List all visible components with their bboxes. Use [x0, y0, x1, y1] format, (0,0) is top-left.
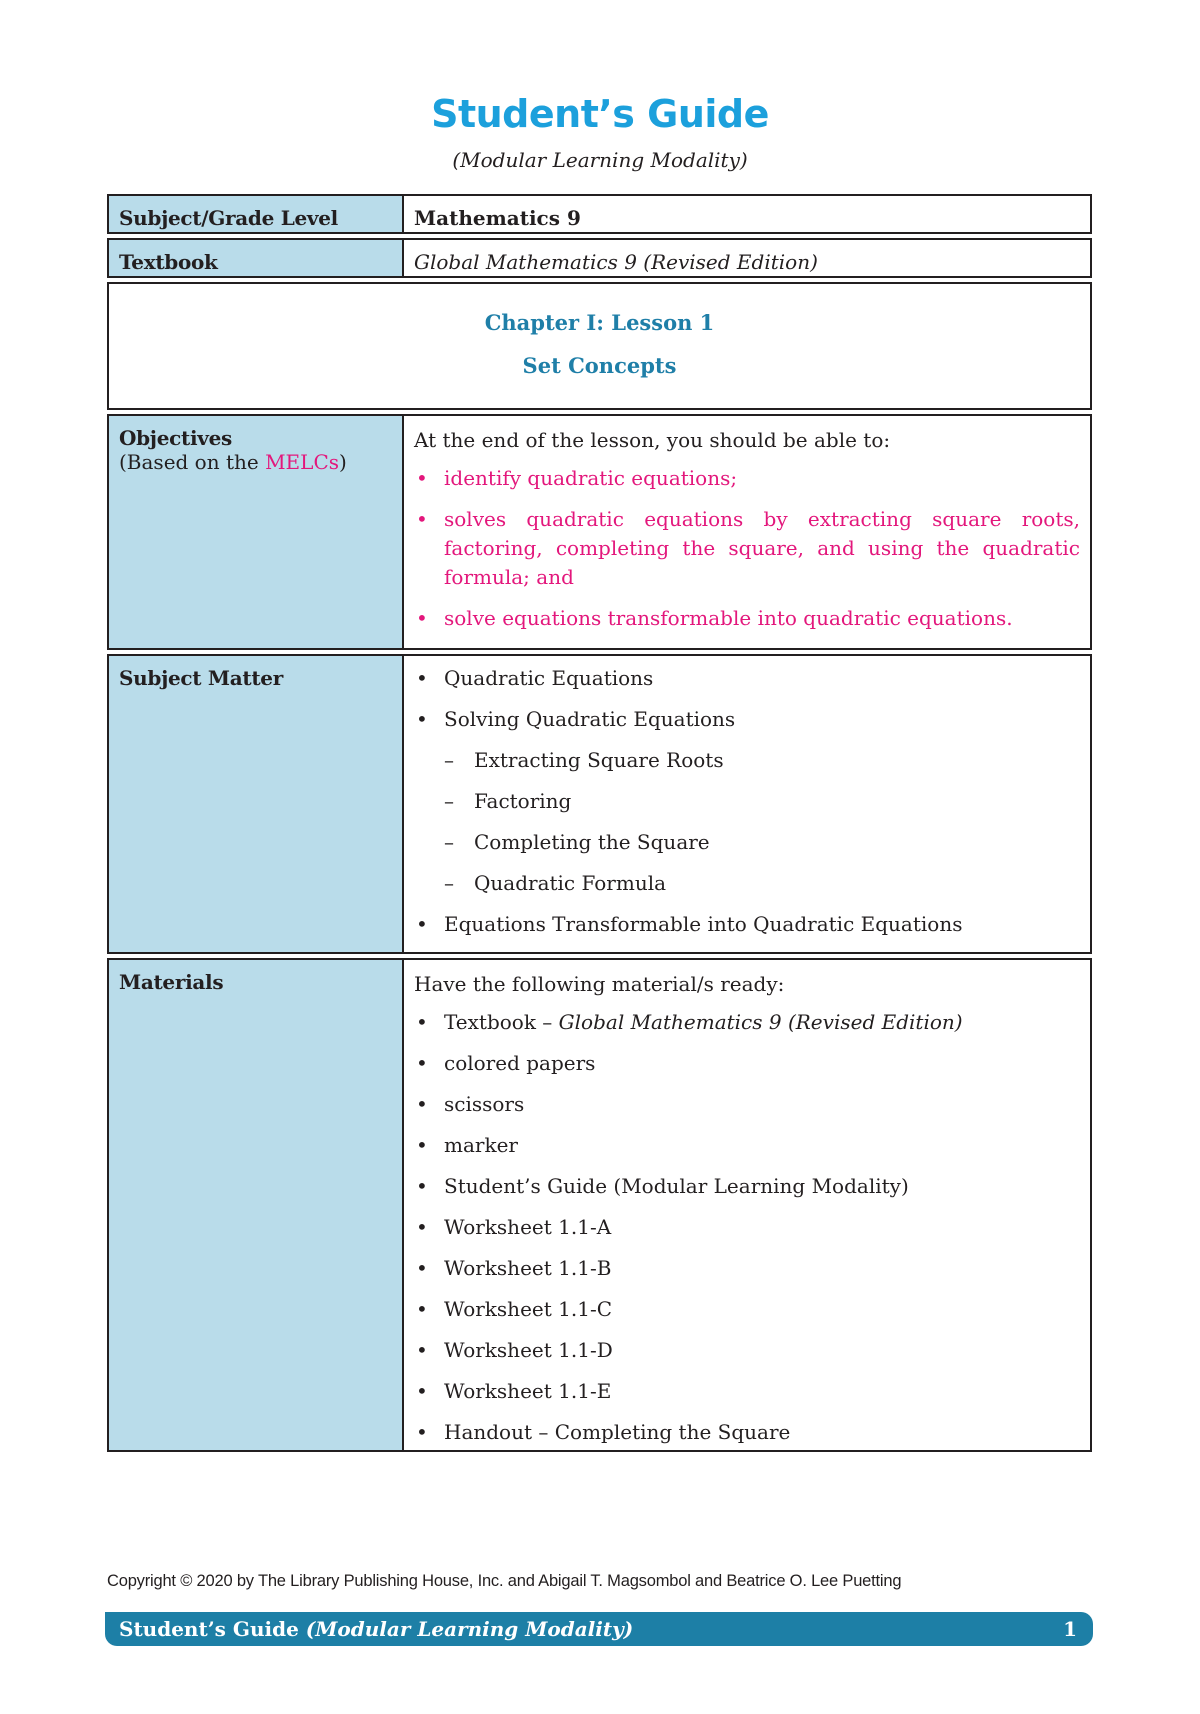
lesson-table	[107, 190, 1092, 1456]
list-item: • identify quadratic equations;	[414, 464, 1080, 493]
footer-label-main: Student’s Guide	[119, 1617, 306, 1641]
list-item: – Completing the Square	[414, 828, 1080, 857]
page-footer	[105, 1612, 1093, 1646]
list-item: – Quadratic Formula	[414, 869, 1080, 898]
table-row-objectives	[107, 414, 1092, 650]
objectives-sub-prefix: (Based on the	[119, 450, 266, 474]
list-item: • Student’s Guide (Modular Learning Modality)	[414, 1172, 1080, 1201]
materials-label: Materials	[119, 970, 224, 994]
subject-matter-list	[404, 664, 1090, 939]
list-item: • Equations Transformable into Quadratic Equations	[414, 910, 1080, 939]
chapter-heading: Chapter I: Lesson 1	[484, 310, 715, 335]
chapter-cell	[107, 282, 1092, 410]
objectives-sub-suffix: )	[339, 450, 347, 474]
copyright-notice: Copyright © 2020 by The Library Publishing House, Inc. and Abigail T. Magsombol and Beatrice O. Lee Puetting	[107, 1572, 902, 1590]
table-row-subject-matter	[107, 654, 1092, 954]
list-item: • Worksheet 1.1-C	[414, 1295, 1080, 1324]
materials-value-cell	[402, 958, 1092, 1452]
list-item: – Factoring	[414, 787, 1080, 816]
textbook-value: Global Mathematics 9 (Revised Edition)	[414, 250, 818, 274]
list-item	[414, 1008, 1080, 1037]
list-item: • Handout – Completing the Square	[414, 1418, 1080, 1447]
page-title: Student’s Guide	[431, 92, 769, 136]
materials-label-cell	[107, 958, 402, 1452]
list-item: • Worksheet 1.1-B	[414, 1254, 1080, 1283]
table-row-materials	[107, 958, 1092, 1452]
list-item: • Worksheet 1.1-A	[414, 1213, 1080, 1242]
materials-list	[404, 1008, 1090, 1447]
list-item: • Worksheet 1.1-E	[414, 1377, 1080, 1406]
materials-textbook-title: Global Mathematics 9 (Revised Edition)	[558, 1010, 963, 1034]
subject-matter-label-cell	[107, 654, 402, 954]
list-item: • colored papers	[414, 1049, 1080, 1078]
objectives-label: Objectives	[119, 426, 232, 450]
page-number: 1	[1063, 1617, 1077, 1641]
table-row-chapter	[107, 282, 1092, 410]
list-item: • Worksheet 1.1-D	[414, 1336, 1080, 1365]
objectives-label-cell	[107, 414, 402, 650]
objectives-sublabel	[109, 450, 402, 474]
list-item: – Extracting Square Roots	[414, 746, 1080, 775]
materials-textbook-prefix: Textbook –	[444, 1010, 559, 1034]
footer-label	[119, 1617, 633, 1641]
table-row-subject	[107, 194, 1092, 234]
lesson-title: Set Concepts	[522, 353, 677, 378]
subject-value: Mathematics 9	[414, 206, 581, 230]
materials-intro: Have the following material/s ready:	[414, 972, 785, 996]
list-item: • solves quadratic equations by extracting square roots, factoring, completing the square, and using the quadratic formula; and	[414, 505, 1080, 592]
textbook-label: Textbook	[119, 250, 218, 274]
textbook-label-cell	[107, 238, 402, 278]
subject-label-cell	[107, 194, 402, 234]
subject-label: Subject/Grade Level	[119, 206, 338, 230]
page-subtitle: (Modular Learning Modality)	[452, 148, 748, 172]
list-item: • solve equations transformable into quadratic equations.	[414, 604, 1080, 633]
subject-matter-value-cell	[402, 654, 1092, 954]
list-item: • Quadratic Equations	[414, 664, 1080, 693]
objectives-value-cell	[402, 414, 1092, 650]
objectives-intro: At the end of the lesson, you should be able to:	[414, 428, 891, 452]
list-item: • scissors	[414, 1090, 1080, 1119]
list-item: • Solving Quadratic Equations	[414, 705, 1080, 734]
subject-matter-label: Subject Matter	[119, 666, 283, 690]
list-item: • marker	[414, 1131, 1080, 1160]
subject-value-cell	[402, 194, 1092, 234]
melc-text: MELCs	[265, 450, 340, 474]
table-row-textbook	[107, 238, 1092, 278]
textbook-value-cell	[402, 238, 1092, 278]
footer-label-italic: (Modular Learning Modality)	[305, 1617, 634, 1641]
objectives-list	[404, 464, 1090, 633]
